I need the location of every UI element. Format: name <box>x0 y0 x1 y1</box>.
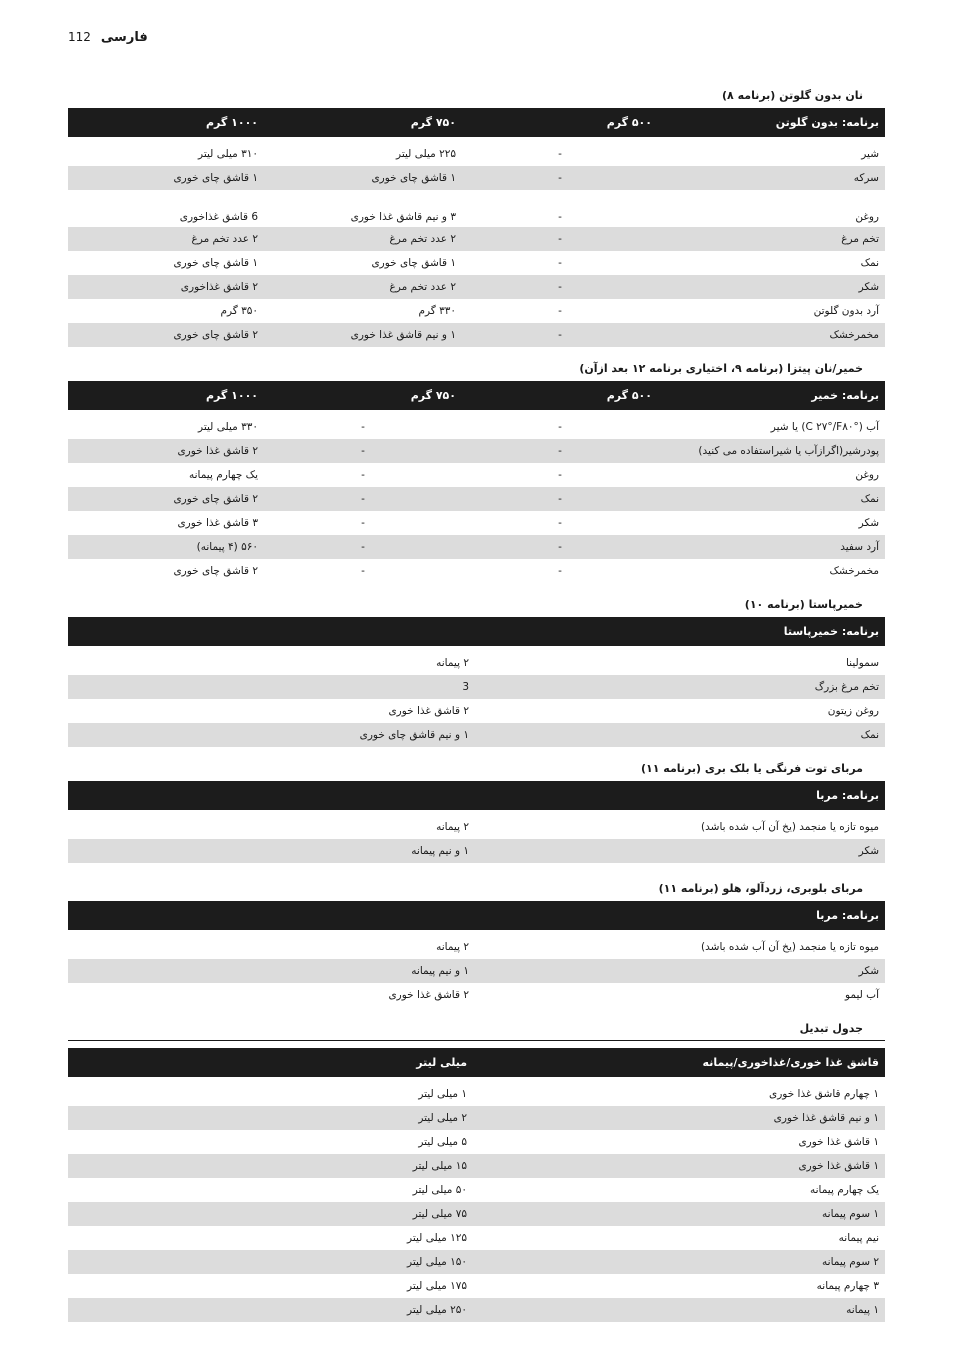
column-header: ۵۰۰ گرم <box>606 389 652 402</box>
cell-750g: - <box>264 487 462 511</box>
section-title-conversion: جدول تبدیل <box>68 1017 885 1041</box>
cell-ingredient: آرد بدون گلوتن <box>813 305 879 317</box>
cell-ingredient: شکر <box>658 275 885 299</box>
cell-1000g: ۳۳۰ میلی لیتر <box>198 421 258 433</box>
table-strawberry-jam <box>68 781 885 815</box>
table-gluten-free-body <box>68 142 885 347</box>
section-title-strawberry-jam: مربای توت فرنگی یا بلک بری (برنامه ۱۱) <box>641 762 863 775</box>
cell-ml: ۲ میلی لیتر <box>68 1106 473 1130</box>
cell-500g: - <box>558 565 562 577</box>
cell-ingredient: نمک <box>475 723 885 747</box>
table-row <box>68 511 885 535</box>
table-row <box>68 1130 885 1154</box>
cell-750g: ۱ و نیم قاشق غذا خوری <box>264 323 462 347</box>
cell-ingredient: آب (C ۲۷°/F۸۰°) یا شیر <box>770 421 879 433</box>
cell-measure: ۱ و نیم قاشق غذا خوری <box>473 1106 885 1130</box>
column-header: ۱۰۰۰ گرم <box>206 389 258 402</box>
cell-750g: ۱ قاشق چای خوری <box>371 257 456 269</box>
cell-500g: - <box>462 275 658 299</box>
column-header-empty <box>68 781 475 810</box>
cell-500g: - <box>462 227 658 251</box>
section-title-blueberry-jam: مربای بلوبری، زردآلو، هلو (برنامه ۱۱) <box>658 882 863 895</box>
cell-500g: - <box>462 487 658 511</box>
cell-1000g: ۳۵۰ گرم <box>220 305 258 317</box>
cell-amount: ۱ و نیم قاشق چای خوری <box>68 723 475 747</box>
page-language: فارسی <box>100 30 148 45</box>
cell-amount: ۲ پیمانه <box>436 821 469 833</box>
table-row <box>68 1082 885 1106</box>
cell-measure: ۱ قاشق غذا خوری <box>473 1154 885 1178</box>
table-row <box>68 1274 885 1298</box>
table-pasta-body <box>68 651 885 747</box>
table-gluten-free <box>68 108 885 142</box>
cell-ingredient: تخم مرغ <box>658 227 885 251</box>
table-header-row <box>68 108 885 137</box>
cell-ml: ۵ میلی لیتر <box>418 1136 467 1148</box>
table-row <box>68 190 885 227</box>
table-row <box>68 935 885 959</box>
cell-1000g: ۳۱۰ میلی لیتر <box>198 148 258 160</box>
cell-1000g: ۲ قاشق چای خوری <box>173 565 258 577</box>
cell-measure: یک چهارم پیمانه <box>809 1184 879 1196</box>
cell-750g: - <box>264 439 462 463</box>
table-pasta <box>68 617 885 651</box>
cell-ml: ۱۵ میلی لیتر <box>68 1154 473 1178</box>
cell-ingredient: مخمرخشک <box>658 323 885 347</box>
cell-amount: ۱ و نیم پیمانه <box>68 839 475 863</box>
table-row <box>68 1178 885 1202</box>
cell-ingredient: سرکه <box>658 166 885 190</box>
cell-ingredient: میوه تازه یا منجمد (یخ آن آب شده باشد) <box>701 941 879 953</box>
cell-750g: - <box>361 469 365 481</box>
column-header: برنامه: خمیر <box>811 389 879 402</box>
cell-500g: - <box>558 517 562 529</box>
cell-500g: - <box>558 148 562 160</box>
cell-500g: - <box>462 323 658 347</box>
cell-measure: نیم پیمانه <box>838 1232 879 1244</box>
cell-750g: ۳ و نیم قاشق غذا خوری <box>350 211 456 223</box>
table-row <box>68 723 885 747</box>
table-row <box>68 651 885 675</box>
table-row <box>68 439 885 463</box>
column-header: ۱۰۰۰ گرم <box>206 116 258 129</box>
cell-750g: - <box>361 421 365 433</box>
table-row <box>68 1250 885 1274</box>
cell-1000g: ۲ قاشق چای خوری <box>68 323 264 347</box>
cell-ml: ۲۵۰ میلی لیتر <box>68 1298 473 1322</box>
table-dough <box>68 381 885 415</box>
cell-measure: ۱ سوم پیمانه <box>473 1202 885 1226</box>
table-row <box>68 959 885 983</box>
cell-500g: - <box>558 469 562 481</box>
cell-1000g: ۱ قاشق چای خوری <box>173 257 258 269</box>
column-header: میلی لیتر <box>416 1056 467 1069</box>
table-header-row <box>68 1048 885 1077</box>
column-header: ۷۵۰ گرم <box>410 116 456 129</box>
cell-500g: - <box>462 535 658 559</box>
table-strawberry-jam-body <box>68 815 885 863</box>
cell-ml: ۷۵ میلی لیتر <box>68 1202 473 1226</box>
cell-measure: ۲ سوم پیمانه <box>473 1250 885 1274</box>
cell-1000g: ۲ قاشق غذاخوری <box>68 275 264 299</box>
table-row <box>68 227 885 251</box>
cell-amount: 3 <box>68 675 475 699</box>
cell-ingredient: روغن <box>855 469 879 481</box>
cell-amount: ۲ پیمانه <box>436 657 469 669</box>
table-row <box>68 535 885 559</box>
cell-amount: ۲ قاشق غذا خوری <box>388 989 469 1001</box>
table-row <box>68 251 885 275</box>
cell-750g: - <box>361 517 365 529</box>
cell-1000g: یک چهارم پیمانه <box>188 469 258 481</box>
section-title-gluten-free: نان بدون گلوتن (برنامه ۸) <box>722 89 863 102</box>
cell-1000g: ۱ قاشق چای خوری <box>68 166 264 190</box>
cell-1000g: ۲ عدد تخم مرغ <box>68 227 264 251</box>
cell-500g: - <box>558 421 562 433</box>
column-header-empty <box>68 901 475 930</box>
table-row <box>68 559 885 583</box>
table-row <box>68 415 885 439</box>
table-row <box>68 275 885 299</box>
cell-measure: ۱ چهارم قاشق غذا خوری <box>769 1088 879 1100</box>
column-header: برنامه: خمیرپاستا <box>783 625 879 638</box>
column-header: برنامه: مربا <box>816 909 879 922</box>
cell-ingredient: آرد سفید <box>658 535 885 559</box>
table-blueberry-jam-body <box>68 935 885 1007</box>
cell-ingredient: مخمرخشک <box>829 565 879 577</box>
cell-1000g: ۲ قاشق غذا خوری <box>68 439 264 463</box>
cell-1000g: ۲ قاشق چای خوری <box>68 487 264 511</box>
cell-ingredient: روغن زیتون <box>827 705 879 717</box>
cell-1000g: ۵۶۰ (۴ پیمانه) <box>68 535 264 559</box>
page-number: 112 <box>68 30 91 44</box>
table-row <box>68 1298 885 1322</box>
cell-ingredient: نمک <box>860 257 879 269</box>
cell-ml: ۱ میلی لیتر <box>418 1088 467 1100</box>
cell-ingredient: آب لیمو <box>844 989 879 1001</box>
page-header <box>68 30 148 45</box>
cell-measure: ۱ پیمانه <box>473 1298 885 1322</box>
cell-amount: ۲ قاشق غذا خوری <box>388 705 469 717</box>
table-row <box>68 675 885 699</box>
table-row <box>68 983 885 1007</box>
section-title-pasta: خمیرپاستا (برنامه ۱۰) <box>744 598 863 611</box>
table-row <box>68 1154 885 1178</box>
cell-750g: - <box>264 535 462 559</box>
cell-750g: ۲ عدد تخم مرغ <box>264 227 462 251</box>
cell-500g: - <box>462 439 658 463</box>
table-row <box>68 166 885 190</box>
cell-ingredient: شکر <box>858 517 879 529</box>
table-row <box>68 1106 885 1130</box>
cell-amount: ۲ پیمانه <box>436 941 469 953</box>
cell-500g: - <box>558 211 562 223</box>
table-header-row <box>68 901 885 930</box>
cell-750g: ۲ عدد تخم مرغ <box>264 275 462 299</box>
table-blueberry-jam <box>68 901 885 935</box>
section-title-dough: خمیر/نان پیتزا (برنامه ۹، اختیاری برنامه ۱۲ بعد ازآن) <box>579 362 863 375</box>
column-header: ۷۵۰ گرم <box>410 389 456 402</box>
table-row <box>68 299 885 323</box>
cell-ml: ۵۰ میلی لیتر <box>412 1184 467 1196</box>
table-row <box>68 487 885 511</box>
cell-750g: ۳۳۰ گرم <box>418 305 456 317</box>
cell-ml: ۱۷۵ میلی لیتر <box>407 1280 467 1292</box>
column-header: برنامه: مربا <box>816 789 879 802</box>
cell-ml: ۱۵۰ میلی لیتر <box>68 1250 473 1274</box>
table-header-row <box>68 381 885 410</box>
cell-ingredient: شکر <box>475 839 885 863</box>
cell-ingredient: میوه تازه یا منجمد (یخ آن آب شده باشد) <box>701 821 879 833</box>
table-row <box>68 323 885 347</box>
table-row <box>68 699 885 723</box>
table-row <box>68 142 885 166</box>
cell-ingredient: روغن <box>855 211 879 223</box>
column-header: ۵۰۰ گرم <box>606 116 652 129</box>
cell-500g: - <box>558 257 562 269</box>
cell-ingredient: سمولینا <box>845 657 879 669</box>
column-header: برنامه: بدون گلوتن <box>775 116 879 129</box>
cell-measure: ۳ چهارم پیمانه <box>816 1280 879 1292</box>
table-row <box>68 1226 885 1250</box>
cell-amount: ۱ و نیم پیمانه <box>68 959 475 983</box>
table-header-row <box>68 781 885 810</box>
cell-750g: ۲۲۵ میلی لیتر <box>396 148 456 160</box>
table-row <box>68 1202 885 1226</box>
table-conversion-body <box>68 1082 885 1322</box>
page-content <box>68 84 885 1322</box>
table-row <box>68 839 885 863</box>
cell-ingredient: شیر <box>861 148 879 160</box>
cell-500g: - <box>558 305 562 317</box>
cell-ml: ۱۲۵ میلی لیتر <box>407 1232 467 1244</box>
cell-ingredient: تخم مرغ بزرگ <box>475 675 885 699</box>
column-header-empty <box>68 617 475 646</box>
cell-500g: - <box>462 166 658 190</box>
table-header-row <box>68 617 885 646</box>
cell-1000g: 6 قاشق غذاخوری <box>179 211 258 223</box>
cell-ingredient: پودرشیر(اگرازآب یا شیراستفاده می کنید) <box>658 439 885 463</box>
cell-1000g: ۳ قاشق غذا خوری <box>177 517 258 529</box>
cell-measure: ۱ قاشق غذا خوری <box>798 1136 879 1148</box>
table-row <box>68 463 885 487</box>
table-conversion <box>68 1048 885 1082</box>
table-dough-body <box>68 415 885 583</box>
cell-ingredient: نمک <box>658 487 885 511</box>
cell-750g: - <box>361 565 365 577</box>
cell-ingredient: شکر <box>475 959 885 983</box>
table-row <box>68 815 885 839</box>
column-header: قاشق غذا خوری/غذاخوری/پیمانه <box>702 1056 879 1069</box>
cell-750g: ۱ قاشق چای خوری <box>264 166 462 190</box>
